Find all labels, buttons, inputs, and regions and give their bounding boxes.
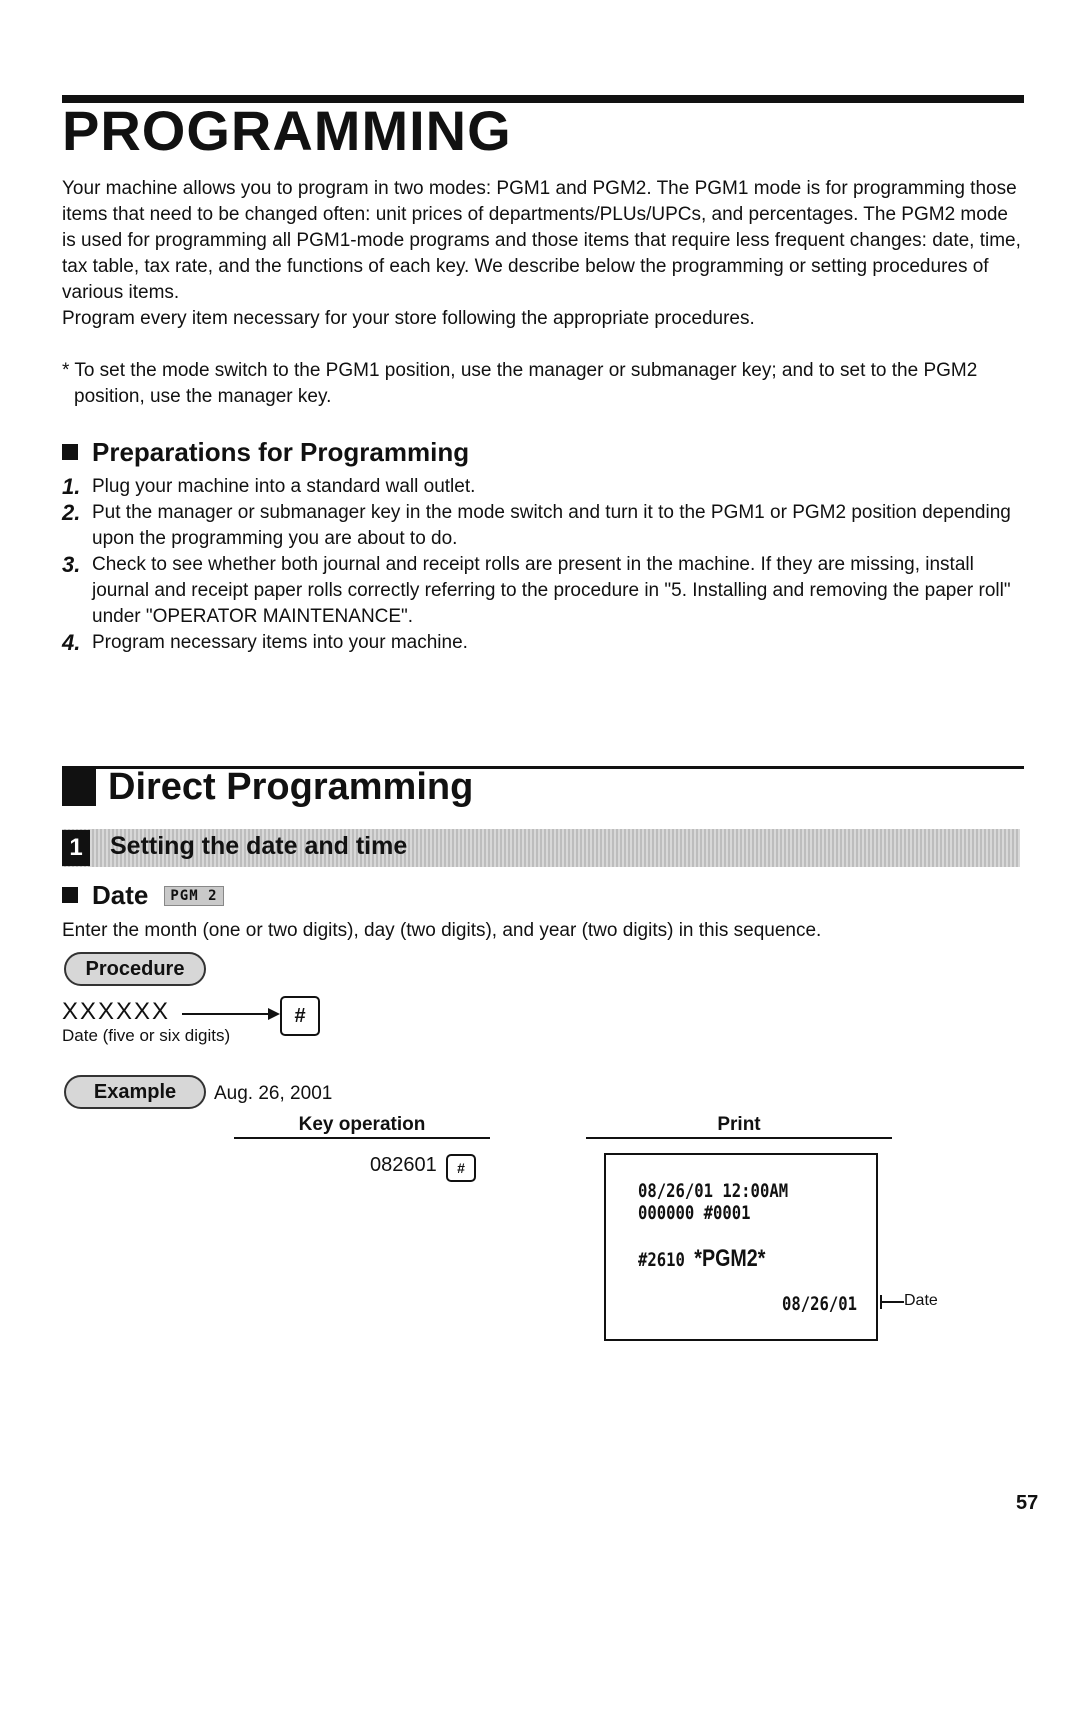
receipt-line-consecutive: 000000 #0001 (638, 1202, 751, 1224)
mode-badge: PGM 2 (164, 886, 223, 906)
list-item (62, 474, 1022, 500)
square-bullet-icon (62, 444, 78, 460)
hash-key: # (280, 996, 320, 1036)
step-number: 2. (62, 500, 81, 525)
date-heading-text: Date (92, 880, 149, 910)
receipt-line-datetime: 08/26/01 12:00AM (638, 1180, 789, 1202)
step-text: Check to see whether both journal and receipt rolls are present in the machine. If they are missing, install journal and receipt paper rolls correctly referring to the procedure in "5. Installing and removing the paper roll" under "OPERATOR MAINTENANCE". (92, 554, 1011, 627)
print-rule (586, 1137, 892, 1139)
list-item (62, 552, 1022, 630)
intro-paragraph: Your machine allows you to program in two modes: PGM1 and PGM2. The PGM1 mode is for programming those items that need to be changed often: unit prices of departments/PLUs/UPCs, and percentages. The PGM2 mode is used for programming all PGM1-mode programs and those items that require less frequent changes: date, time, tax table, tax rate, and the functions of each key. We describe below the programming or setting procedures of various items. (62, 178, 1021, 303)
preparation-steps (62, 474, 1022, 656)
preparations-heading-text: Preparations for Programming (92, 437, 470, 467)
step-number: 3. (62, 552, 81, 577)
list-item (62, 500, 1022, 552)
step-text: Program necessary items into your machine. (92, 632, 468, 653)
subsection-title: Setting the date and time (110, 832, 408, 860)
page-title: PROGRAMMING (62, 99, 512, 162)
step-text: Plug your machine into a standard wall outlet. (92, 476, 476, 497)
example-text: Aug. 26, 2001 (214, 1083, 333, 1104)
procedure-label: Procedure (64, 952, 206, 986)
key-operation-heading: Key operation (298, 1114, 426, 1135)
list-item (62, 630, 1022, 656)
section-title: Direct Programming (108, 766, 474, 808)
key-operation-rule (234, 1137, 490, 1139)
receipt-mode: *PGM2* (694, 1245, 766, 1272)
date-input-caption: Date (five or six digits) (62, 1026, 231, 1045)
arrow-line (182, 1013, 278, 1015)
date-input-placeholder: XXXXXX (62, 998, 171, 1025)
subsection-number: 1 (62, 830, 90, 866)
receipt-code: #2610 (638, 1249, 685, 1271)
arrow-right-icon (268, 1008, 280, 1020)
example-label: Example (64, 1075, 206, 1109)
intro-line2: Program every item necessary for your store following the appropriate procedures. (62, 308, 755, 329)
date-heading (62, 880, 224, 911)
intro-section (62, 176, 1022, 332)
page-number: 57 (1016, 1492, 1039, 1514)
receipt-line-date: 08/26/01 (782, 1293, 858, 1315)
receipt-printout (604, 1153, 878, 1341)
step-text: Put the manager or submanager key in the mode switch and turn it to the PGM1 or PGM2 position depending upon the programming you are about to do. (92, 502, 1011, 549)
square-bullet-icon (62, 887, 78, 903)
print-heading: Print (717, 1114, 761, 1135)
key-operation-value: 082601 (370, 1154, 437, 1176)
section-block-icon (62, 766, 96, 806)
preparations-heading (62, 437, 469, 468)
receipt-line-mode (638, 1245, 765, 1273)
mode-switch-note: * To set the mode switch to the PGM1 position, use the manager or submanager key; and to set to the PGM2 position, use the manager key. (62, 360, 978, 407)
hash-key: # (446, 1154, 476, 1182)
step-number: 1. (62, 474, 81, 499)
step-number: 4. (62, 630, 81, 655)
date-description: Enter the month (one or two digits), day (two digits), and year (two digits) in this sequence. (62, 920, 822, 941)
date-callout-label: Date (904, 1292, 938, 1309)
callout-line (880, 1301, 904, 1303)
